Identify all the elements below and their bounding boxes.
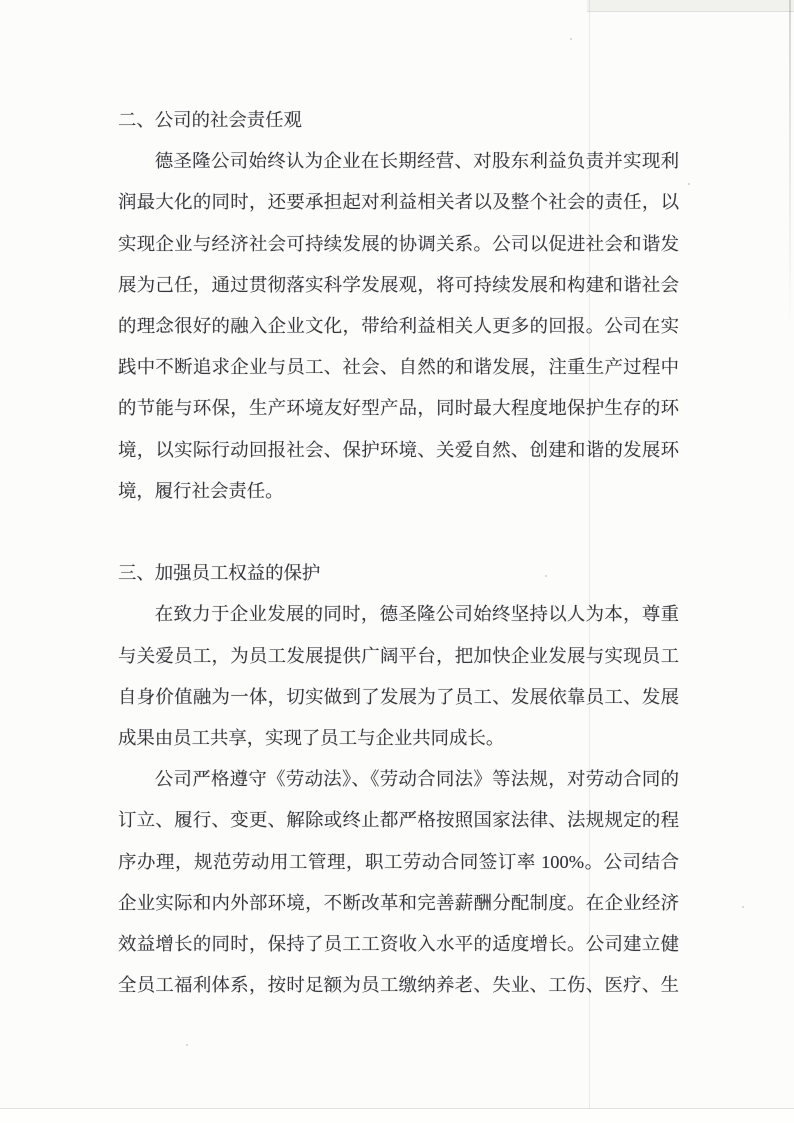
document-section (118, 100, 679, 512)
text-line: 与关爱员工，为员工发展提供广阔平台，把加快企业发展与实现员工 (118, 645, 679, 666)
scan-speck (742, 906, 744, 908)
scan-artifact-bottom-strip (0, 1109, 794, 1123)
text-line: 订立、履行、变更、解除或终止都严格按照国家法律、法规规定的程 (118, 810, 679, 831)
scan-speck (570, 38, 572, 40)
scan-artifact-top-strip (587, 0, 794, 12)
text-line: 德圣隆公司始终认为企业在长期经营、对股东利益负责并实现利 (154, 151, 679, 172)
paragraph (118, 141, 679, 512)
text-line: 展为己任，通过贯彻落实科学发展观，将可持续发展和构建和谐社会 (118, 274, 679, 295)
section-heading: 二、公司的社会责任观 (118, 110, 302, 130)
text-line: 公司严格遵守《劳动法》、《劳动合同法》等法规，对劳动合同的 (154, 769, 679, 790)
text-line: 的理念很好的融入企业文化，带给利益相关人更多的回报。公司在实 (118, 316, 679, 337)
text-line: 践中不断追求企业与员工、社会、自然的和谐发展，注重生产过程中 (118, 357, 679, 378)
scan-speck (186, 1044, 188, 1046)
text-line: 自身价值融为一体，切实做到了发展为了员工、发展依靠员工、发展 (118, 686, 679, 707)
document-content (118, 100, 679, 1006)
scan-artifact-right-edge (789, 0, 791, 330)
text-line: 序办理，规范劳动用工管理，职工劳动合同签订率 100%。公司结合 (118, 851, 679, 872)
paragraph (118, 759, 679, 1006)
text-line: 企业实际和内外部环境，不断改革和完善薪酬分配制度。在企业经济 (118, 892, 679, 913)
text-line: 全员工福利体系，按时足额为员工缴纳养老、失业、工伤、医疗、生 (118, 975, 679, 996)
text-line: 成果由员工共享，实现了员工与企业共同成长。 (118, 728, 505, 749)
scan-speck (688, 183, 690, 185)
section-heading: 三、加强员工权益的保护 (118, 563, 321, 584)
text-line: 效益增长的同时，保持了员工工资收入水平的适度增长。公司建立健 (118, 934, 679, 955)
paragraph (118, 594, 679, 759)
document-section (118, 553, 679, 1006)
text-line: 在致力于企业发展的同时，德圣隆公司始终坚持以人为本，尊重 (154, 604, 679, 625)
text-line: 境，以实际行动回报社会、保护环境、关爱自然、创建和谐的发展环 (118, 439, 679, 460)
text-line: 润最大化的同时，还要承担起对利益相关者以及整个社会的责任，以 (118, 192, 679, 213)
scan-artifact-bottom-line (0, 1108, 794, 1109)
text-line: 境，履行社会责任。 (118, 480, 284, 501)
text-line: 实现企业与经济社会可持续发展的协调关系。公司以促进社会和谐发 (118, 233, 679, 254)
text-line: 的节能与环保，生产环境友好型产品，同时最大程度地保护生存的环 (118, 398, 679, 419)
